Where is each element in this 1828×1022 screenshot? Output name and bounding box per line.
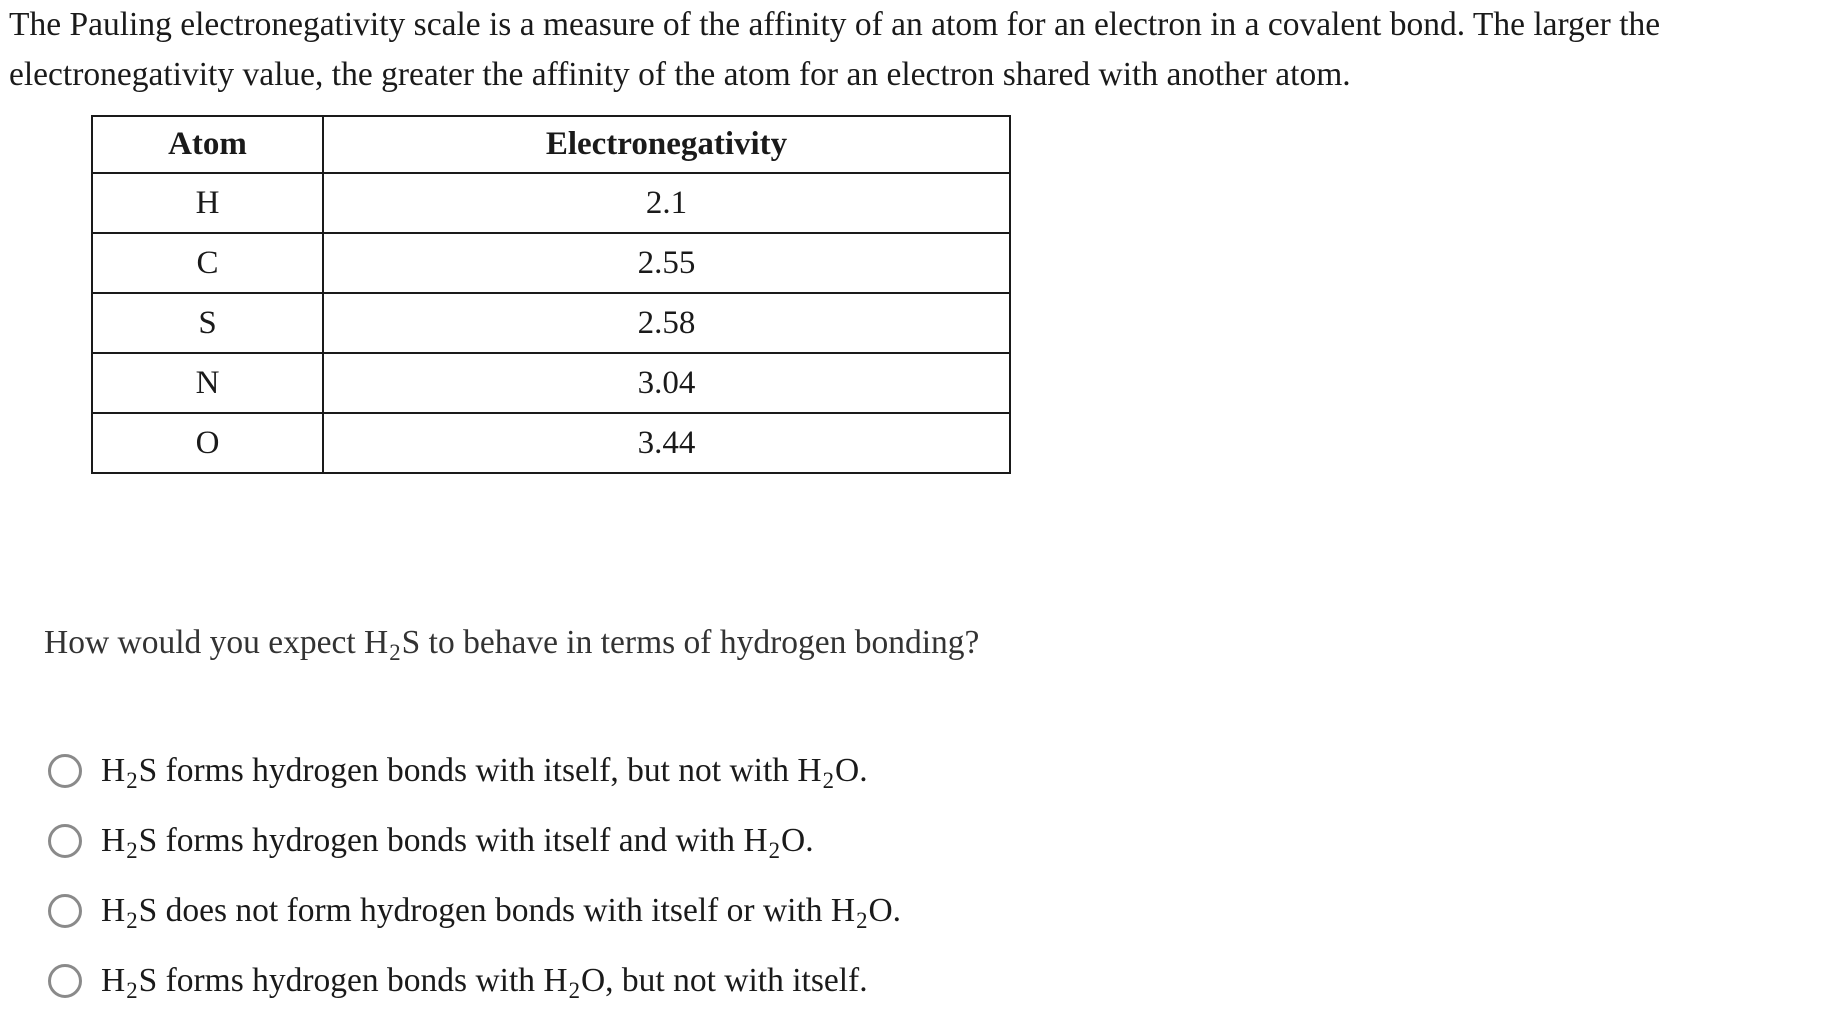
option-text: H <box>101 752 126 789</box>
subscript: 2 <box>126 838 138 864</box>
cell-atom: C <box>92 233 323 293</box>
cell-atom: S <box>92 293 323 353</box>
answer-option-3[interactable] <box>48 876 901 946</box>
electronegativity-table <box>91 115 1011 474</box>
table-row <box>92 413 1010 473</box>
table-row <box>92 293 1010 353</box>
subscript: 2 <box>389 640 401 666</box>
option-text: O, but not with itself. <box>580 962 868 999</box>
header-atom: Atom <box>92 116 323 173</box>
cell-atom: O <box>92 413 323 473</box>
cell-value: 2.58 <box>323 293 1010 353</box>
option-label[interactable] <box>101 822 814 864</box>
option-text: O. <box>835 752 868 789</box>
answer-option-2[interactable] <box>48 806 901 876</box>
subscript: 2 <box>822 768 834 794</box>
subscript: 2 <box>126 908 138 934</box>
option-label[interactable] <box>101 752 868 794</box>
table-header-row <box>92 116 1010 173</box>
option-text: H <box>101 822 126 859</box>
answer-option-1[interactable] <box>48 736 901 806</box>
answer-option-4[interactable] <box>48 946 901 1016</box>
header-electronegativity: Electronegativity <box>323 116 1010 173</box>
option-text: H <box>101 892 126 929</box>
radio-button-icon[interactable] <box>48 754 82 788</box>
option-text: O. <box>781 822 814 859</box>
cell-value: 2.1 <box>323 173 1010 233</box>
option-label[interactable] <box>101 962 868 1004</box>
table-row <box>92 353 1010 413</box>
question-text <box>44 618 979 668</box>
radio-button-icon[interactable] <box>48 964 82 998</box>
option-text: S forms hydrogen bonds with itself and with H <box>138 822 768 859</box>
cell-value: 2.55 <box>323 233 1010 293</box>
answer-options <box>48 736 901 1016</box>
option-text: O. <box>868 892 902 929</box>
subscript: 2 <box>126 978 138 1004</box>
cell-value: 3.04 <box>323 353 1010 413</box>
option-text: H <box>101 962 126 999</box>
cell-value: 3.44 <box>323 413 1010 473</box>
table-row <box>92 233 1010 293</box>
subscript: 2 <box>568 978 580 1004</box>
radio-button-icon[interactable] <box>48 894 82 928</box>
cell-atom: N <box>92 353 323 413</box>
cell-atom: H <box>92 173 323 233</box>
subscript: 2 <box>856 908 868 934</box>
subscript: 2 <box>768 838 780 864</box>
question-part: How would you expect H <box>44 624 389 661</box>
table-row <box>92 173 1010 233</box>
option-text: S does not form hydrogen bonds with itself or with H <box>138 892 856 929</box>
radio-button-icon[interactable] <box>48 824 82 858</box>
option-label[interactable] <box>101 892 902 934</box>
subscript: 2 <box>126 768 138 794</box>
question-part: S to behave in terms of hydrogen bonding? <box>401 624 980 661</box>
intro-paragraph: The Pauling electronegativity scale is a measure of the affinity of an atom for an electron in a covalent bond. The larger the electronegativity value, the greater the affinity of the atom for an electron shared with another atom. <box>9 6 1661 93</box>
option-text: S forms hydrogen bonds with H <box>138 962 568 999</box>
option-text: S forms hydrogen bonds with itself, but not with H <box>138 752 822 789</box>
